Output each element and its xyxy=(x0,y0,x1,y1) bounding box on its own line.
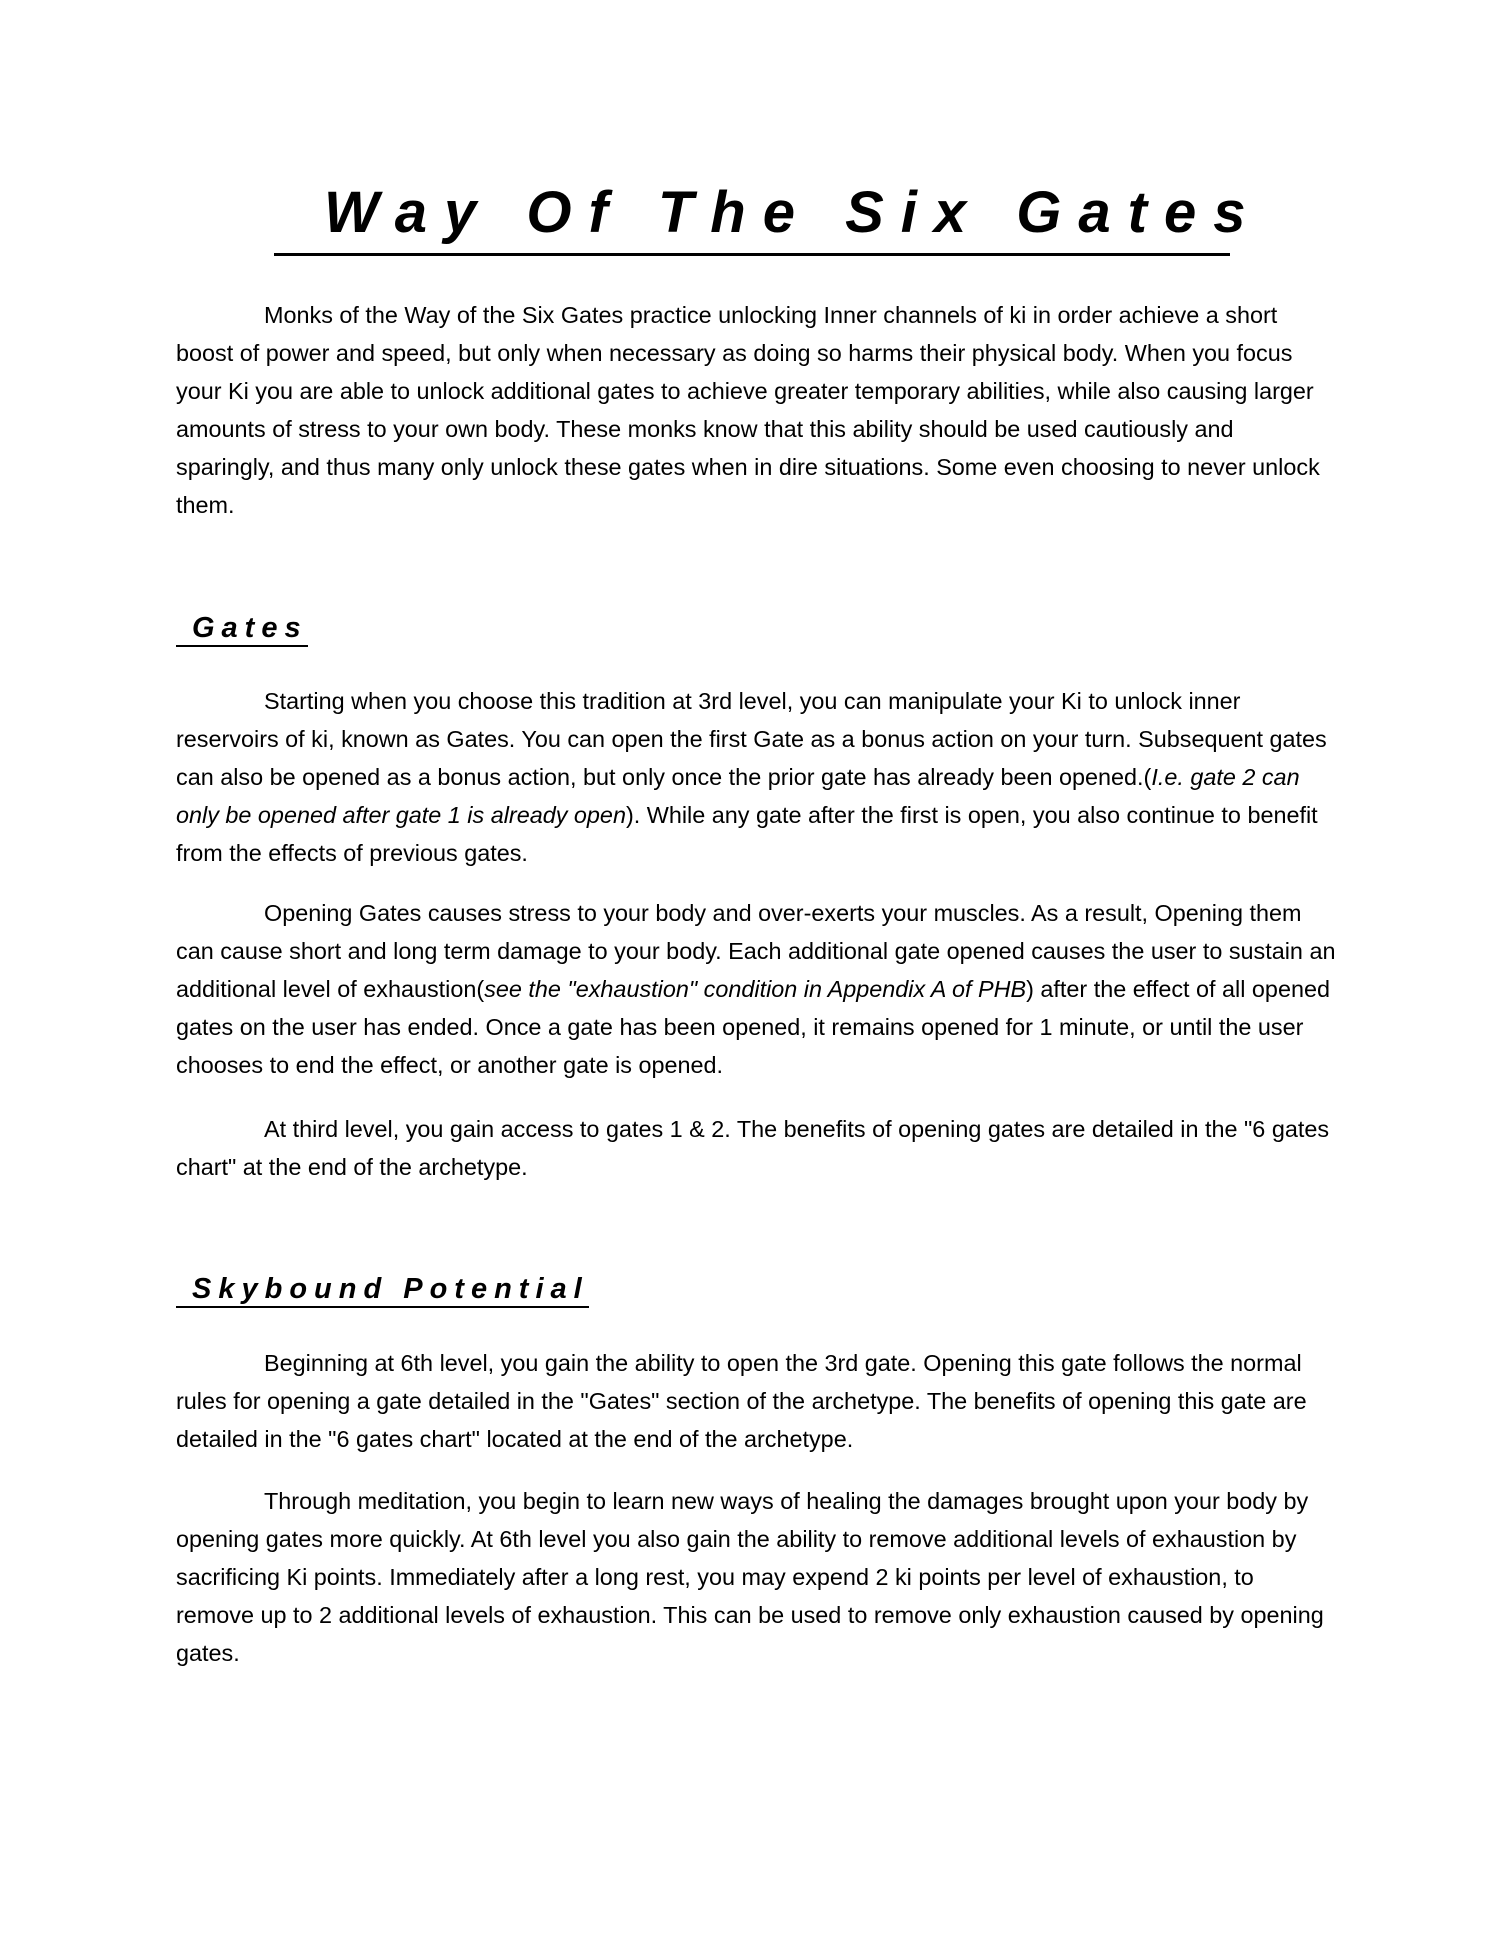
gates-paragraph-1-text-b: ). While any gate after the first is open, you also continue to benefit from the effects of previous gates. xyxy=(176,802,1318,866)
gates-paragraph-1-example: I.e. gate 2 can only be opened after gate 1 is already open xyxy=(176,764,1300,828)
gates-paragraph-2-reference: see the "exhaustion" condition in Appendix A of PHB xyxy=(484,976,1027,1002)
skybound-paragraph-2: Through meditation, you begin to learn new ways of healing the damages brought upon your body by opening gates more quickly. At 6th level you also gain the ability to remove additional levels of exhaustion by sacrificing Ki points. Immediately after a long rest, you may expend 2 ki points per level of exhaustion, to remove up to 2 additional levels of exhaustion. This can be used to remove only exhaustion caused by opening gates. xyxy=(176,1488,1324,1666)
document-title: Way Of The Six Gates xyxy=(324,180,1263,245)
gates-paragraph-1-text-a: Starting when you choose this tradition at 3rd level, you can manipulate your Ki to unlock inner reservoirs of ki, known as Gates. You can open the first Gate as a bonus action on your turn. Subsequent gates can also be opened as a bonus action, but only once the prior gate has already been opened.( xyxy=(176,688,1327,790)
gates-paragraph-2-text-b: ) after the effect of all opened gates on the user has ended. Once a gate has been opened, it remains opened for 1 minute, or until the user chooses to end the effect, or another gate is opened. xyxy=(176,976,1330,1078)
title-underline xyxy=(274,180,1263,256)
section-heading-gates: Gates xyxy=(176,612,308,647)
gates-paragraph-3: At third level, you gain access to gates 1 & 2. The benefits of opening gates are detailed in the "6 gates chart" at the end of the archetype. xyxy=(176,1116,1330,1180)
section-heading-skybound-potential: Skybound Potential xyxy=(176,1273,589,1308)
gates-paragraph-1 xyxy=(176,682,1336,872)
intro-paragraph: Monks of the Way of the Six Gates practice unlocking Inner channels of ki in order achieve a short boost of power and speed, but only when necessary as doing so harms their physical body. When you focus your Ki you are able to unlock additional gates to achieve greater temporary abilities, while also causing larger amounts of stress to your own body. These monks know that this ability should be used cautiously and sparingly, and thus many only unlock these gates when in dire situations. Some even choosing to never unlock them. xyxy=(176,302,1320,518)
gates-paragraph-2 xyxy=(176,894,1336,1084)
gates-paragraph-2-text-a: Opening Gates causes stress to your body and over-exerts your muscles. As a result, Opening them can cause short and long term damage to your body. Each additional gate opened causes the user to sustain an additional level of exhaustion( xyxy=(176,900,1336,1002)
skybound-paragraph-1: Beginning at 6th level, you gain the ability to open the 3rd gate. Opening this gate follows the normal rules for opening a gate detailed in the "Gates" section of the archetype. The benefits of opening this gate are detailed in the "6 gates chart" located at the end of the archetype. xyxy=(176,1350,1307,1452)
